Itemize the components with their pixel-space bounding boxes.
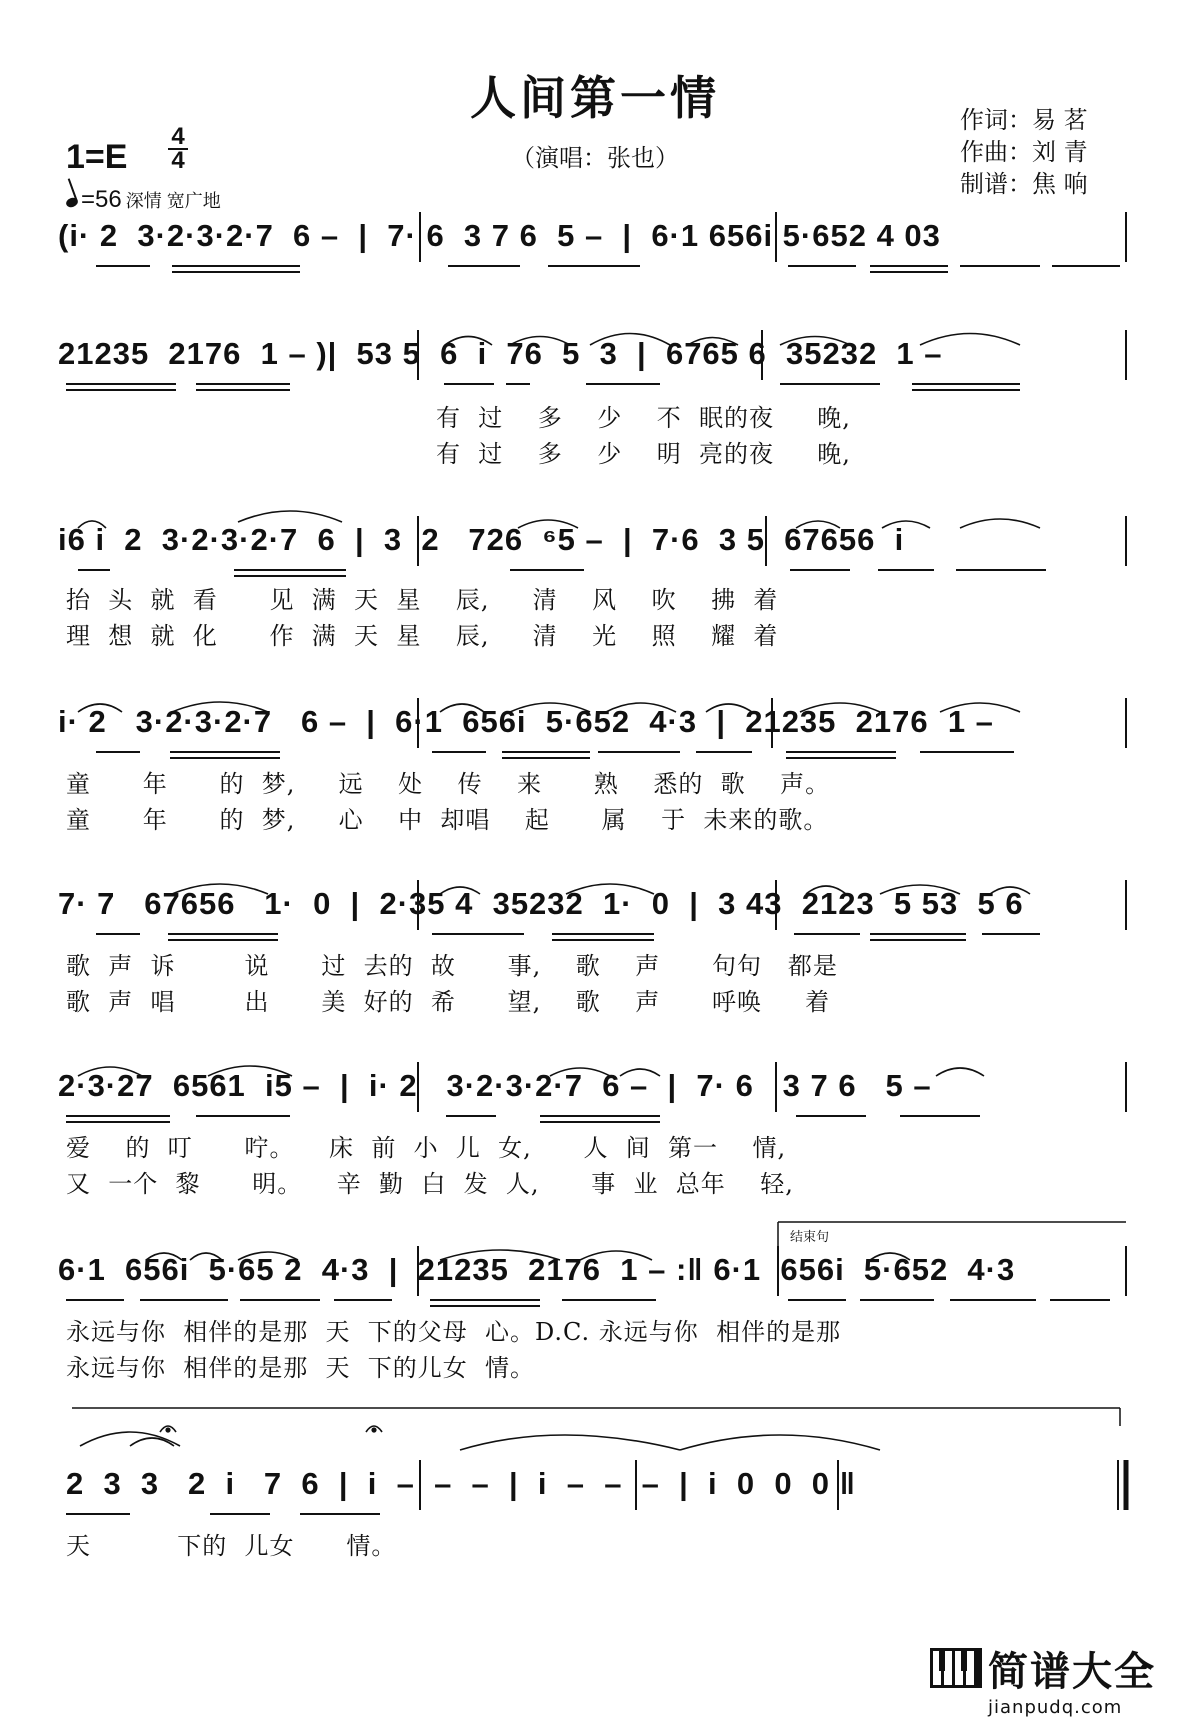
score-line-6-notes: 2·3·27 6561 i5 – | i· 2 3·2·3·2·7 6 – | 7· 6 3 7 6 5 – [58, 1068, 932, 1103]
score-line-6-lyrics-verse2: 又 一个 黎 明。 辛 勤 白 发 人, 事 业 总年 轻, [66, 1170, 794, 1198]
score-line-3-lyrics-verse2: 理 想 就 化 作 满 天 星 辰, 清 光 照 耀 着 [66, 622, 779, 650]
tempo-value: =56 [81, 186, 122, 213]
score-line-1-notes: (i· 2 3·2·3·2·7 6 – | 7· 6 3 7 6 5 – | 6·1 656i 5·652 4 03 [58, 218, 941, 253]
score-line-6-lyrics-verse1: 爱 的 叮 咛。 床 前 小 儿 女, 人 间 第一 情, [66, 1134, 787, 1162]
score-line-2-notes: 21235 2176 1 – )| 53 5 6 i 76 5 3 | 6765 6 35232 1 – [58, 336, 943, 371]
logo-url: jianpudq.com [988, 1697, 1123, 1718]
score-line-5-notes: 7· 7 67656 1· 0 | 2·35 4 35232 1· 0 | 3 43 2123 5 53 5 6 [58, 886, 1024, 921]
song-title: 人间第一情 [470, 71, 720, 125]
mood-marking: 深情 宽广地 [125, 191, 221, 211]
score-line-5-lyrics-verse2: 歌 声 唱 出 美 好的 希 望, 歌 声 呼唤 着 [66, 988, 831, 1016]
time-signature-bottom: 4 [171, 147, 185, 174]
lyricist-credit: 作词：易 茗 [960, 106, 1088, 134]
score-line-4-lyrics-verse1: 童 年 的 梦, 远 处 传 来 熟 悉的 歌 声。 [66, 770, 831, 798]
score-line-3-notes: i6 i 2 3·2·3·2·7 6 | 3 2 726 ⁶5 – | 7·6 3 5 67656 i [58, 522, 905, 557]
ending-label: 结束句 [790, 1230, 830, 1245]
score-line-8-lyrics-verse1: 天 下的 儿女 情。 [66, 1532, 397, 1560]
score-line-4-notes: i· 2 3·2·3·2·7 6 – | 6·1 656i 5·652 4·3 | 21235 2176 1 – [58, 704, 994, 739]
score-line-2-lyrics-verse1: 有 过 多 少 不 眠的夜 晚, [436, 404, 851, 432]
score-line-4-lyrics-verse2: 童 年 的 梦, 心 中 却唱 起 属 于 未来的歌。 [66, 806, 829, 834]
score-line-2-lyrics-verse2: 有 过 多 少 明 亮的夜 晚, [436, 440, 851, 468]
score-line-7-notes: 6·1 656i 5·65 2 4·3 | 21235 2176 1 – :‖ 6·1 656i 5·652 4·3 [58, 1252, 1016, 1287]
score-line-3-lyrics-verse1: 抬 头 就 看 见 满 天 星 辰, 清 风 吹 拂 着 [66, 586, 779, 614]
performer-subtitle: （演唱：张也） [511, 144, 679, 172]
time-signature-top: 4 [171, 123, 185, 150]
score-line-8-notes: 2 3 3 2 i 7 6 | i – – – | i – – – | i 0 0 0 ‖ [66, 1466, 857, 1501]
logo-name: 简谱大全 [988, 1649, 1156, 1695]
composer-credit: 作曲：刘 青 [960, 138, 1088, 166]
score-line-5-lyrics-verse1: 歌 声 诉 说 过 去的 故 事, 歌 声 句句 都是 [66, 952, 838, 980]
score-line-7-lyrics-verse2: 永远与你 相伴的是那 天 下的儿女 情。 [66, 1354, 536, 1382]
score-line-7-lyrics-verse1: 永远与你 相伴的是那 天 下的父母 心。D.C. 永远与你 相伴的是那 [66, 1318, 842, 1346]
key-signature: 1=E [66, 138, 128, 176]
piano-keys-icon [930, 1648, 982, 1688]
transcriber-credit: 制谱：焦 响 [960, 170, 1088, 198]
